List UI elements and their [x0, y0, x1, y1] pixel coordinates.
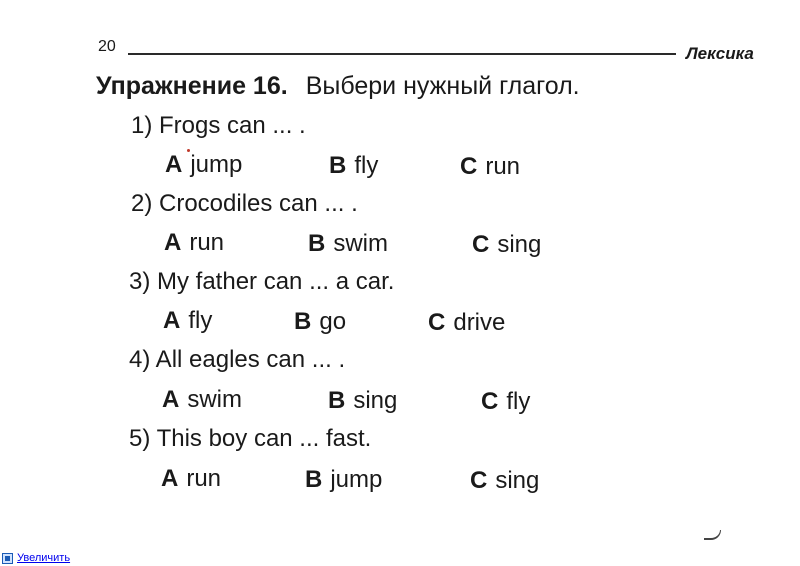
option-4a	[162, 386, 242, 414]
option-letter: A	[163, 307, 181, 334]
exercise-instruction: Выбери нужный глагол.	[305, 72, 580, 100]
option-word: fly	[506, 388, 531, 415]
option-letter: C	[472, 231, 490, 258]
zoom-icon	[2, 553, 13, 564]
option-5c	[470, 467, 539, 495]
option-word: fly	[354, 152, 379, 179]
option-letter: C	[428, 309, 446, 336]
option-word: sing	[497, 231, 542, 258]
option-word: jump	[330, 466, 383, 493]
option-1a	[165, 151, 242, 179]
option-letter: C	[470, 467, 488, 494]
option-word: run	[485, 153, 521, 180]
option-word: sing	[495, 467, 540, 494]
option-word: go	[319, 308, 347, 335]
option-2c	[472, 231, 541, 259]
exercise-title: Упражнение 16.	[96, 72, 288, 100]
option-letter: B	[294, 308, 312, 335]
question-4: 4) All eagles can ... .	[129, 346, 346, 373]
option-letter: A	[161, 465, 179, 492]
zoom-link-label: Увеличить	[17, 552, 71, 564]
option-letter: C	[481, 388, 499, 415]
question-1: 1) Frogs can ... .	[131, 112, 306, 139]
option-letter: A	[164, 229, 182, 256]
option-word: drive	[453, 309, 506, 336]
option-3c	[428, 309, 505, 337]
option-word: swim	[187, 386, 242, 413]
option-letter: B	[329, 152, 347, 179]
option-letter: B	[305, 466, 323, 493]
page-number: 20	[98, 38, 116, 55]
question-2: 2) Crocodiles can ... .	[131, 190, 358, 217]
option-word: run	[186, 465, 222, 492]
option-letter: B	[328, 387, 346, 414]
option-letter: A	[162, 386, 180, 413]
option-1b	[329, 152, 378, 180]
option-letter: A	[165, 151, 183, 178]
question-5: 5) This boy can ... fast.	[129, 425, 372, 452]
option-letter: B	[308, 230, 326, 257]
option-3a	[163, 307, 212, 335]
option-2a	[164, 229, 224, 257]
ink-speck	[187, 149, 190, 152]
option-2b	[308, 230, 388, 258]
header-rule	[128, 53, 676, 55]
option-5b	[305, 466, 382, 494]
question-3: 3) My father can ... a car.	[129, 268, 395, 295]
option-5a	[161, 465, 221, 493]
zoom-link[interactable]	[2, 552, 70, 564]
option-word: jump	[190, 151, 243, 178]
option-word: swim	[333, 230, 388, 257]
option-letter: C	[460, 153, 478, 180]
option-word: fly	[188, 307, 213, 334]
option-4b	[328, 387, 397, 415]
option-3b	[294, 308, 346, 336]
pencil-mark	[704, 530, 721, 540]
exercise-heading	[96, 72, 580, 101]
section-title: Лексика	[686, 44, 754, 63]
option-4c	[481, 388, 530, 416]
option-word: run	[189, 229, 225, 256]
option-word: sing	[353, 387, 398, 414]
option-1c	[460, 153, 520, 181]
